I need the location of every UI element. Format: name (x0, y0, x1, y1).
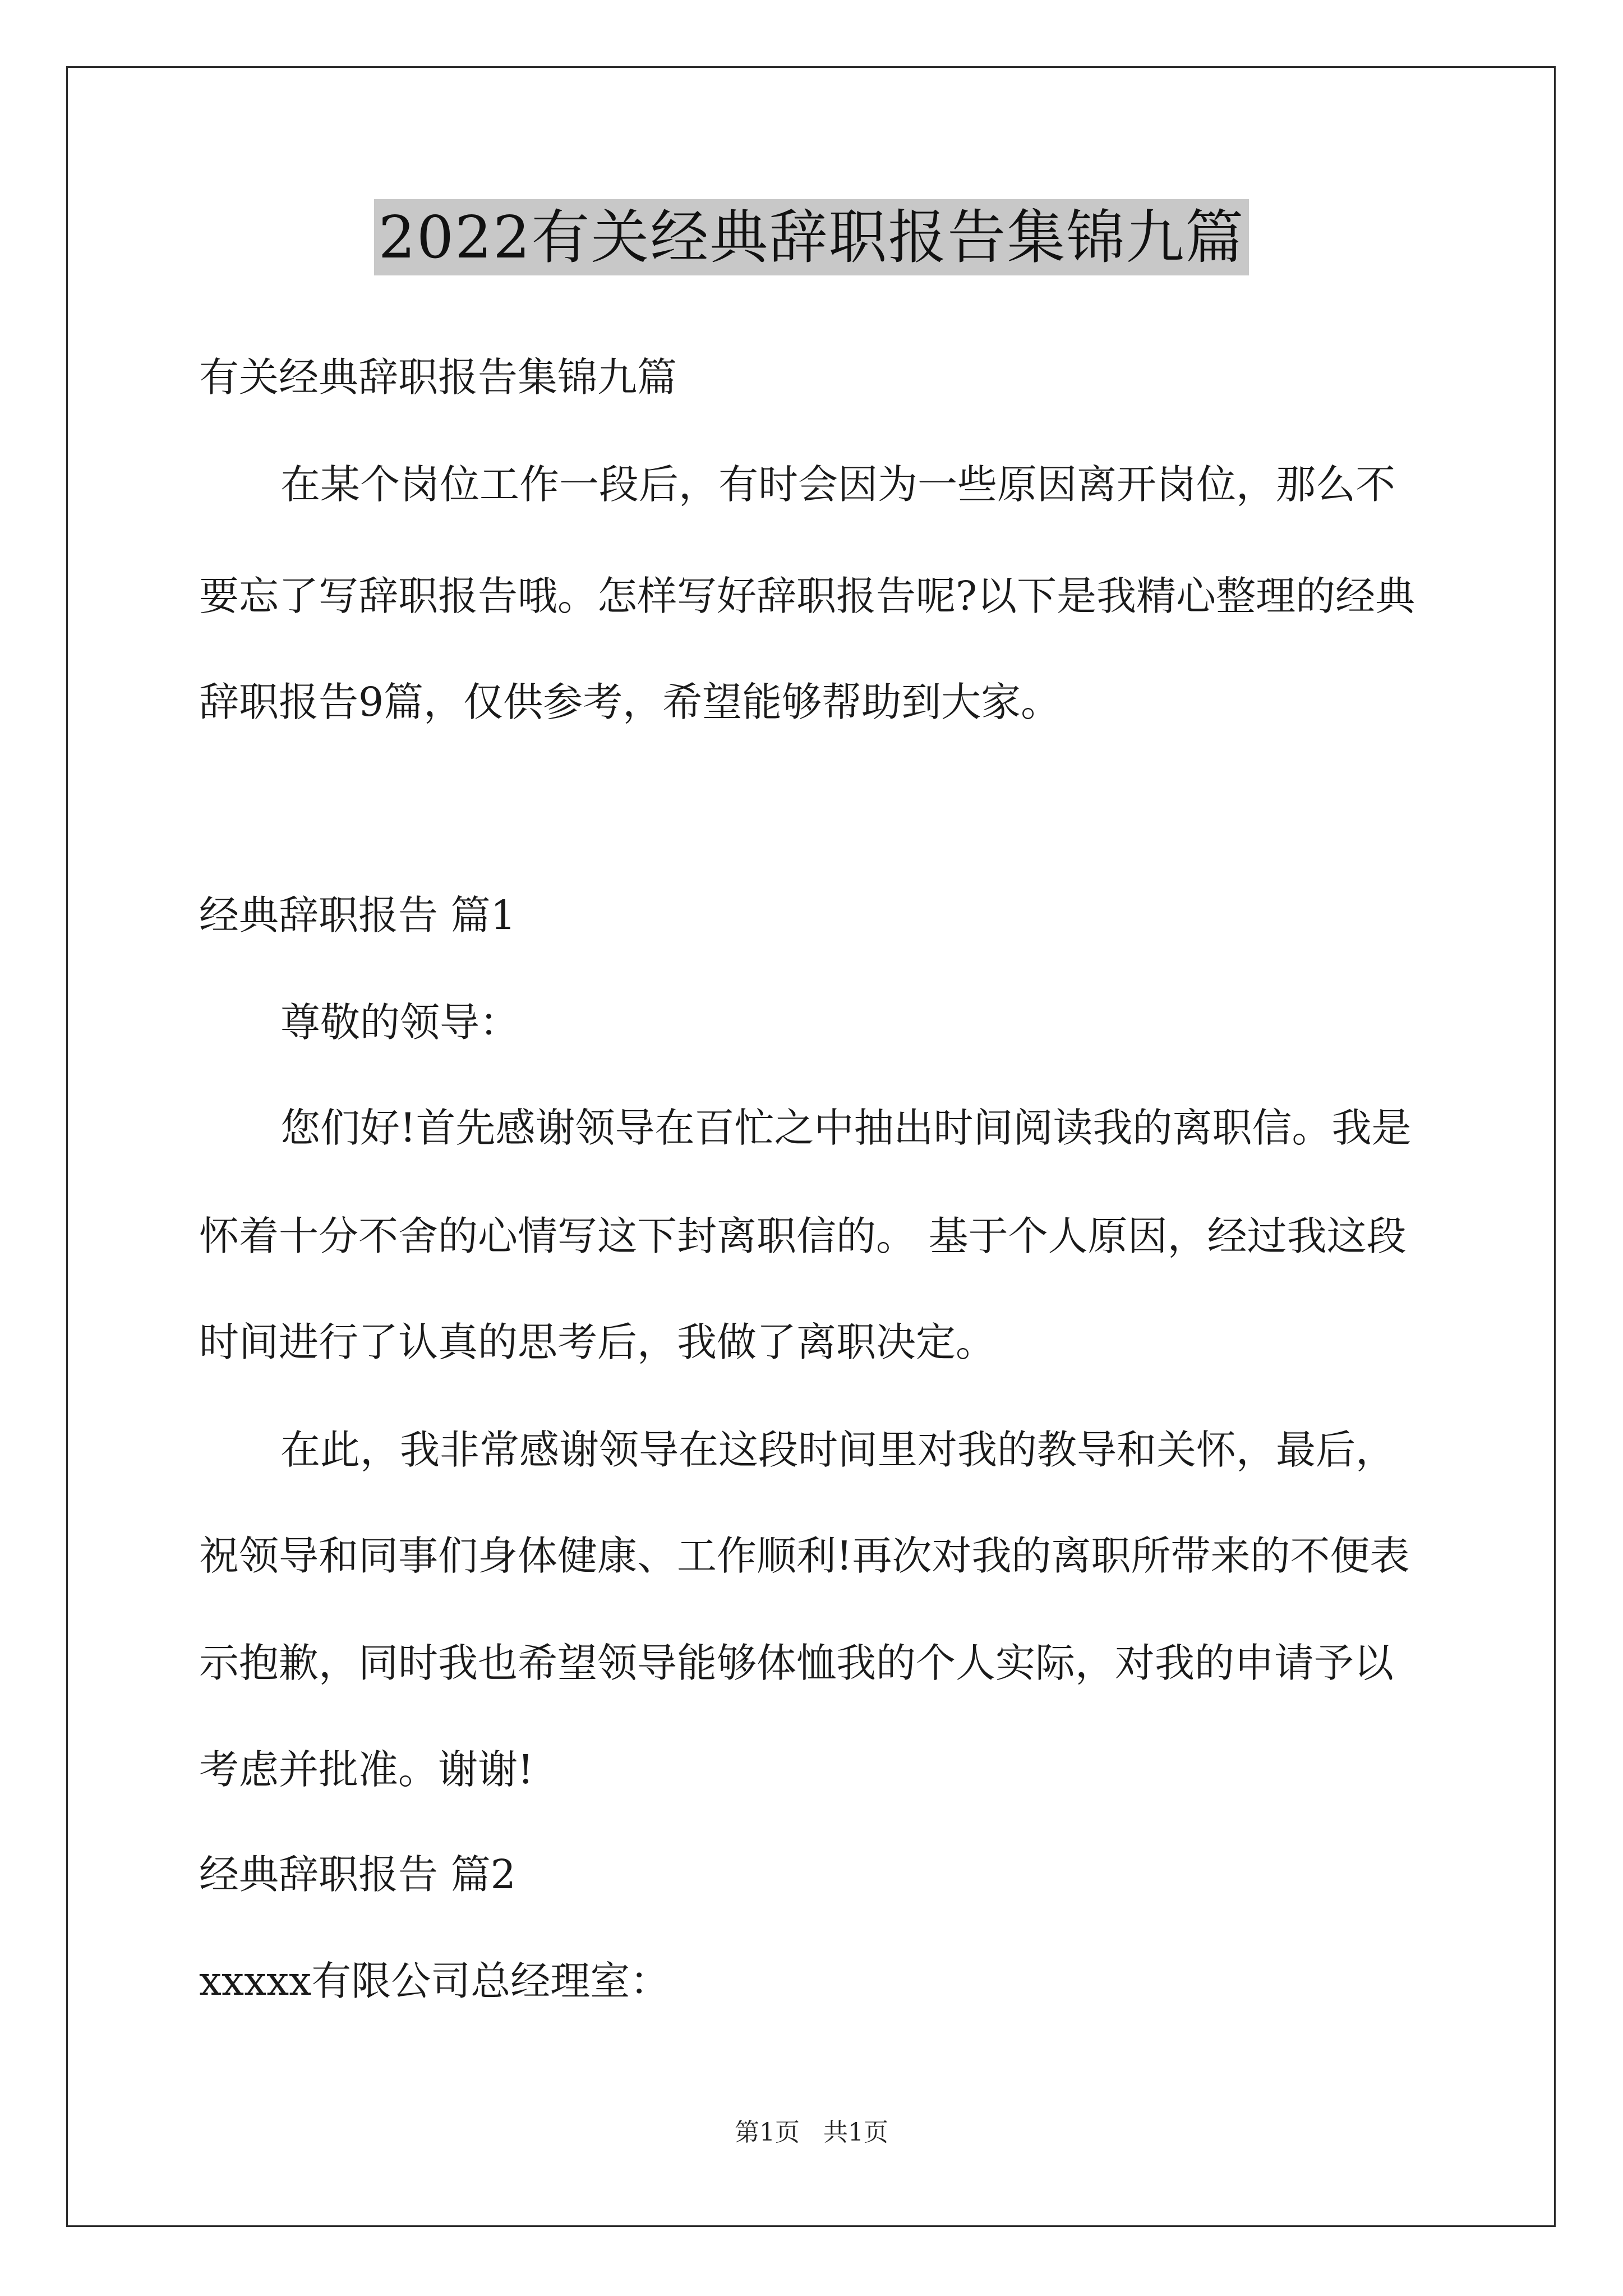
section1-para1-line-3: 时间进行了认真的思考后，我做了离职决定。 (199, 1319, 996, 1365)
section1-para2-line-4: 考虑并批准。谢谢! (199, 1746, 534, 1793)
section1-para2-line-1: 在此，我非常感谢领导在这段时间里对我的教导和关怀，最后， (280, 1427, 1396, 1473)
intro-line-1: 在某个岗位工作一段后，有时会因为一些原因离开岗位，那么不 (280, 461, 1396, 508)
section1-para2-line-3: 示抱歉，同时我也希望领导能够体恤我的个人实际，对我的申请予以 (199, 1640, 1394, 1686)
section2-salutation: xxxxx有限公司总经理室： (199, 1958, 670, 2004)
page-number: 第1页 (735, 2118, 800, 2147)
section1-para1-line-1: 您们好!首先感谢领导在百忙之中抽出时间阅读我的离职信。我是 (280, 1105, 1412, 1151)
title-container (0, 199, 1623, 275)
section1-salutation: 尊敬的领导： (280, 999, 520, 1046)
section1-heading: 经典辞职报告 篇1 (199, 892, 516, 938)
intro-line-2: 要忘了写辞职报告哦。怎样写好辞职报告呢?以下是我精心整理的经典 (199, 573, 1415, 619)
subtitle: 有关经典辞职报告集锦九篇 (199, 354, 677, 401)
section2-heading: 经典辞职报告 篇2 (199, 1851, 516, 1898)
section1-para1-line-2: 怀着十分不舍的心情写这下封离职信的。 基于个人原因，经过我这段 (199, 1213, 1407, 1259)
page-title: 2022有关经典辞职报告集锦九篇 (374, 199, 1249, 275)
section1-para2-line-2: 祝领导和同事们身体健康、工作顺利!再次对我的离职所带来的不便表 (199, 1533, 1410, 1579)
page-total: 共1页 (823, 2118, 888, 2147)
page-footer (0, 2112, 1623, 2148)
intro-line-3: 辞职报告9篇，仅供参考，希望能够帮助到大家。 (199, 679, 1061, 725)
